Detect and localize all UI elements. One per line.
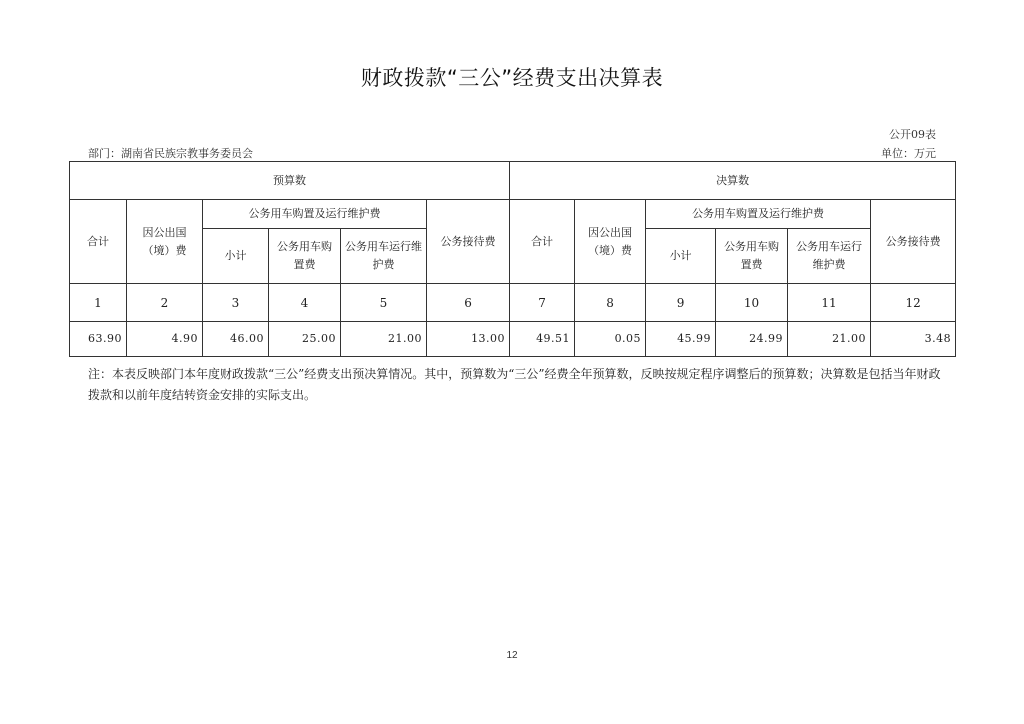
value-cell: 46.00 xyxy=(203,322,269,357)
budget-group-header: 预算数 xyxy=(70,162,510,200)
budget-vehicle-purchase-header: 公务用车购置费 xyxy=(269,229,341,284)
department-label: 部门：湖南省民族宗教事务委员会 xyxy=(88,147,253,160)
index-cell: 6 xyxy=(427,284,510,322)
value-cell: 63.90 xyxy=(70,322,127,357)
index-cell: 10 xyxy=(716,284,788,322)
budget-vehicle-operation-header: 公务用车运行维护费 xyxy=(341,229,427,284)
final-vehicle-operation-header: 公务用车运行维护费 xyxy=(788,229,871,284)
budget-vehicle-group-header: 公务用车购置及运行维护费 xyxy=(203,200,427,229)
page-number: 12 xyxy=(506,650,518,661)
final-abroad-header: 因公出国（境）费 xyxy=(575,200,646,284)
index-cell: 5 xyxy=(341,284,427,322)
budget-total-header: 合计 xyxy=(70,200,127,284)
budget-abroad-header: 因公出国（境）费 xyxy=(127,200,203,284)
value-cell: 21.00 xyxy=(788,322,871,357)
budget-reception-header: 公务接待费 xyxy=(427,200,510,284)
value-cell: 4.90 xyxy=(127,322,203,357)
final-total-header: 合计 xyxy=(510,200,575,284)
index-cell: 7 xyxy=(510,284,575,322)
final-subtotal-header: 小计 xyxy=(646,229,716,284)
value-cell: 13.00 xyxy=(427,322,510,357)
final-vehicle-purchase-header: 公务用车购置费 xyxy=(716,229,788,284)
page-title: 财政拨款“三公”经费支出决算表 xyxy=(360,66,664,90)
value-cell: 21.00 xyxy=(341,322,427,357)
value-cell: 24.99 xyxy=(716,322,788,357)
index-cell: 11 xyxy=(788,284,871,322)
unit-label: 单位：万元 xyxy=(881,147,936,160)
value-cell: 0.05 xyxy=(575,322,646,357)
final-reception-header: 公务接待费 xyxy=(871,200,956,284)
value-cell: 3.48 xyxy=(871,322,956,357)
expenditure-table xyxy=(69,161,956,357)
index-row xyxy=(70,284,956,322)
final-vehicle-group-header: 公务用车购置及运行维护费 xyxy=(646,200,871,229)
budget-subtotal-header: 小计 xyxy=(203,229,269,284)
final-group-header: 决算数 xyxy=(510,162,956,200)
index-cell: 1 xyxy=(70,284,127,322)
index-cell: 2 xyxy=(127,284,203,322)
index-cell: 8 xyxy=(575,284,646,322)
value-cell: 49.51 xyxy=(510,322,575,357)
value-cell: 25.00 xyxy=(269,322,341,357)
form-code: 公开09表 xyxy=(889,128,936,141)
index-cell: 12 xyxy=(871,284,956,322)
index-cell: 4 xyxy=(269,284,341,322)
value-row xyxy=(70,322,956,357)
index-cell: 9 xyxy=(646,284,716,322)
table-note: 注：本表反映部门本年度财政拨款“三公”经费支出预决算情况。其中，预算数为“三公”经费全年预算数，反映按规定程序调整后的预算数；决算数是包括当年财政拨款和以前年度结转资金安排的实际支出。 xyxy=(88,367,941,402)
value-cell: 45.99 xyxy=(646,322,716,357)
index-cell: 3 xyxy=(203,284,269,322)
